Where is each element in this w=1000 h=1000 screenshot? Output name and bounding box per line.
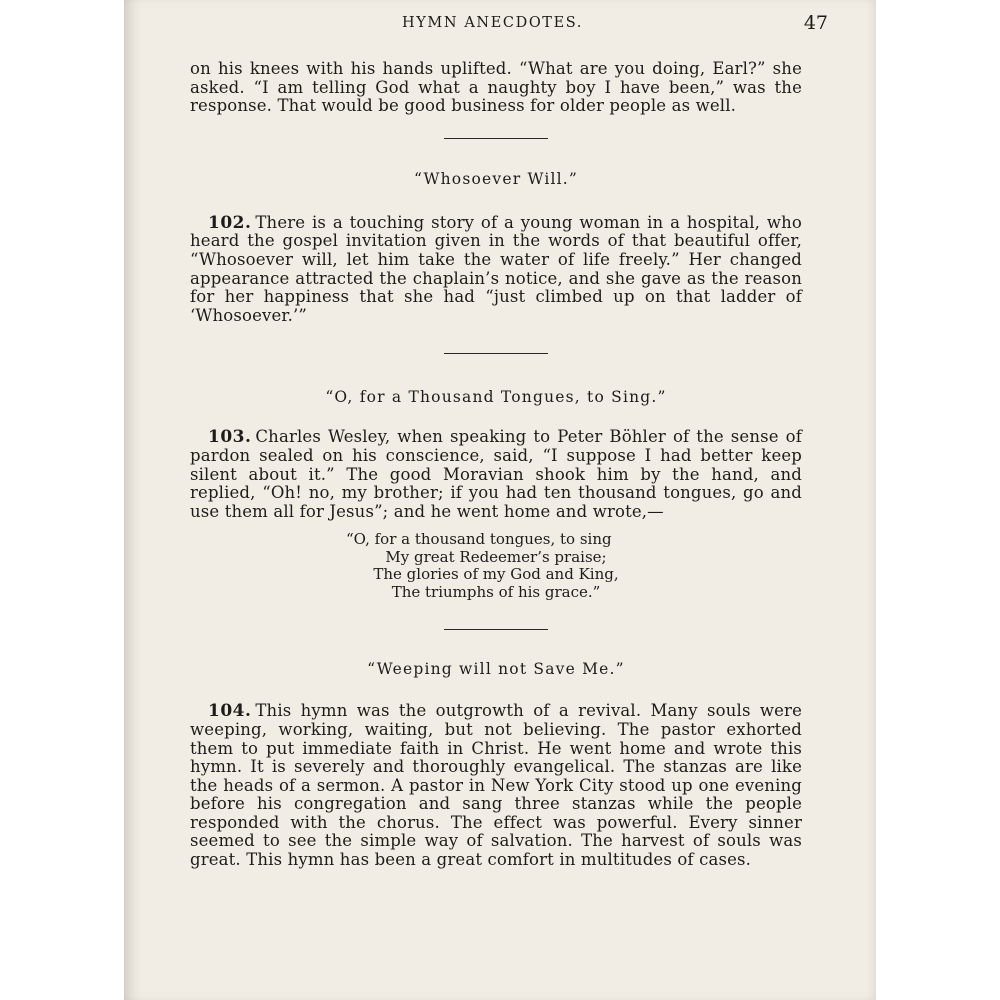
section-divider — [444, 138, 548, 139]
anecdote-paragraph — [190, 214, 802, 326]
verse-line: My great Redeemer’s praise; — [385, 547, 607, 566]
section-divider — [444, 629, 548, 630]
anecdote-paragraph — [190, 428, 802, 521]
anecdote-number: 104. — [208, 701, 252, 722]
verse-line: The triumphs of his grace.” — [391, 582, 601, 601]
section-heading: “O, for a Thousand Tongues, to Sing.” — [325, 388, 667, 407]
section-heading: “Whosoever Will.” — [413, 169, 579, 188]
verse-line: “O, for a thousand tongues, to sing — [346, 530, 612, 549]
verse-line: The glories of my God and King, — [373, 565, 619, 584]
section-heading: “Weeping will not Save Me.” — [367, 660, 625, 679]
page-header — [124, 12, 876, 38]
continuation-paragraph: on his knees with his hands uplifted. “What are you doing, Earl?” she asked. “I am telling God what a naughty boy I have been,” was the response. That would be good business for older people as well. — [190, 59, 802, 116]
anecdote-text: This hymn was the outgrowth of a revival. Many souls were weeping, working, waiting, but not believing. The pastor exhorted them to put immediate faith in Christ. He went home and wrote this hymn. It is severely and thoroughly evangelical. The stanzas are like the heads of a sermon. A pastor in New York City stood up one evening before his congregation and sang three stanzas while the people responded with the chorus. The effect was powerful. Every sinner seemed to see the simple way of salvation. The harvest of souls was great. This hymn has been a great comfort in multitudes of cases. — [190, 701, 802, 870]
book-page — [124, 0, 876, 1000]
anecdote-paragraph — [190, 702, 802, 869]
hymn-verse — [346, 531, 646, 601]
page-number: 47 — [803, 12, 828, 34]
anecdote-text: There is a touching story of a young woman in a hospital, who heard the gospel invitation given in the words of that beautiful offer, “Whosoever will, let him take the water of life freely.” Her changed appearance attracted the chaplain’s notice, and she gave as the reason for her happiness that she had “just climbed up on that ladder of ‘Whosoever.’” — [190, 212, 802, 325]
section-divider — [444, 353, 548, 354]
anecdote-number: 102. — [208, 212, 252, 233]
anecdote-number: 103. — [208, 427, 252, 448]
anecdote-text: Charles Wesley, when speaking to Peter Böhler of the sense of pardon sealed on his conscience, said, “I suppose I had better keep silent about it.” The good Moravian shook him by the hand, and replied, “Oh! no, my brother; if you had ten thousand tongues, go and use them all for Jesus”; and he went home and wrote,— — [190, 427, 802, 521]
running-title: HYMN ANECDOTES. — [402, 15, 583, 31]
page-body — [190, 60, 802, 870]
